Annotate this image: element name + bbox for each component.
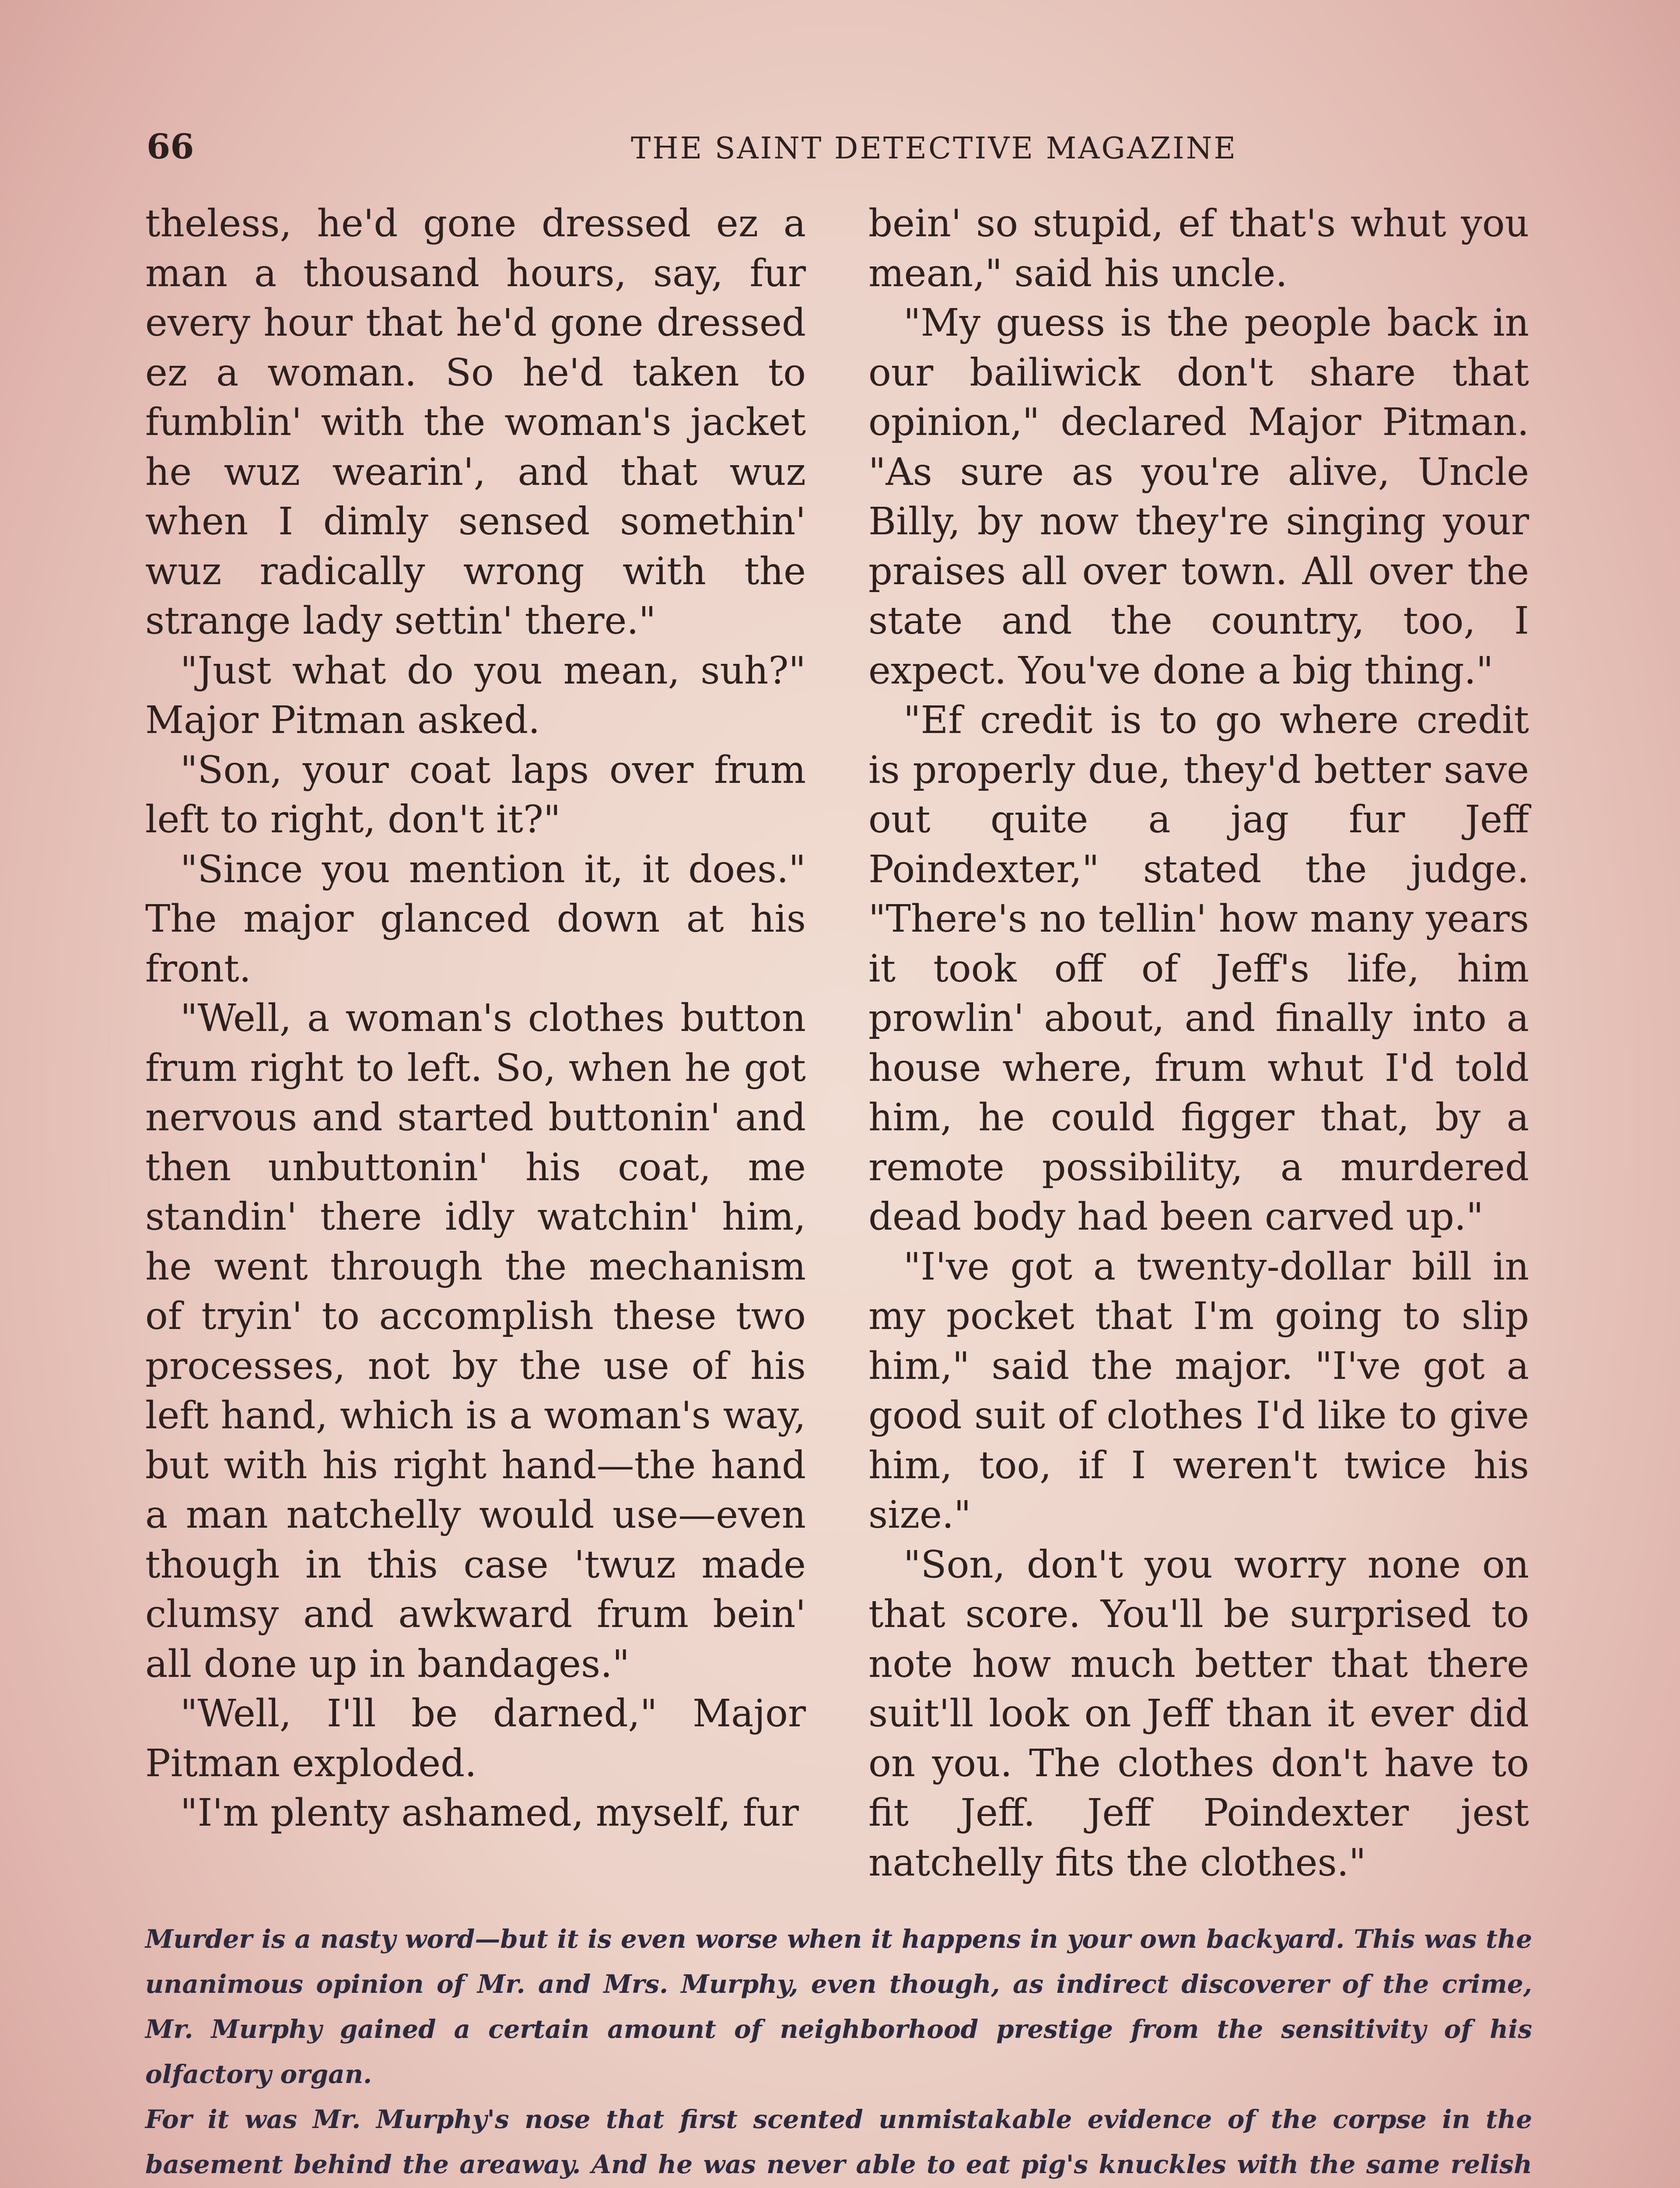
page-header bbox=[147, 127, 1547, 175]
teaser-paragraph: Murder is a nasty word—but it is even worse when it happens in your own backyard. This was the unanimous opinion of Mr. and Mrs. Murphy, even though, as indirect discoverer of the crime, Mr. Murphy gained a certain amount of neighborhood prestige from the sensitivity of his olfactory organ. bbox=[145, 1924, 1532, 2089]
paragraph: bein' so stupid, ef that's whut you mean," said his uncle. bbox=[868, 202, 1529, 295]
next-story-teaser bbox=[145, 1917, 1532, 2188]
paragraph: "Son, don't you worry none on that score. You'll be surprised to note how much better that there suit'll look on Jeff than it ever did on you. The clothes don't have to fit Jeff. Jeff Poindexter jest natchelly fits the clothes." bbox=[868, 1543, 1529, 1885]
left-column bbox=[145, 199, 806, 1838]
paragraph: "Well, I'll be darned," Major Pitman exploded. bbox=[145, 1692, 806, 1785]
paragraph: "Since you mention it, it does." The major glanced down at his front. bbox=[145, 847, 806, 991]
paragraph: "Son, your coat laps over frum left to right, don't it?" bbox=[145, 748, 806, 842]
paragraph: "I'm plenty ashamed, myself, fur bbox=[180, 1791, 799, 1835]
paragraph: theless, he'd gone dressed ez a man a thousand hours, say, fur every hour that he'd gone dressed ez a woman. So he'd taken to fumblin' with the woman's jacket he wuz wearin', and that wuz when I dimly sensed somethin' wuz radically wrong with the strange lady settin' there." bbox=[145, 202, 806, 643]
paragraph: "Well, a woman's clothes button frum right to left. So, when he got nervous and started buttonin' and then unbuttonin' his coat, me standin' there idly watchin' him, he went through the mechanism of tryin' to accomplish these two processes, not by the use of his left hand, which is a woman's way, but with his right hand—the hand a man natchelly would use—even though in this case 'twuz made clumsy and awkward frum bein' all done up in bandages." bbox=[145, 996, 806, 1686]
teaser-paragraph: For it was Mr. Murphy's nose that first scented unmistakable evidence of the corpse in the basement behind the areaway. And he was never able to eat pig's knuckles with the same relish bbox=[145, 2104, 1532, 2179]
page-number: 66 bbox=[147, 127, 194, 167]
paragraph: "Just what do you mean, suh?" Major Pitman asked. bbox=[145, 649, 806, 742]
paragraph: "I've got a twenty-dollar bill in my pocket that I'm going to slip him," said the major. "I've got a good suit of clothes I'd like to give him, too, if I weren't twice his size." bbox=[868, 1245, 1529, 1537]
paragraph: "My guess is the people back in our bailiwick don't share that opinion," declared Major Pitman. "As sure as you're alive, Uncle Billy, by now they're singing your praises all over town. All over the state and the country, too, I expect. You've done a big thing." bbox=[868, 301, 1529, 693]
right-column bbox=[868, 199, 1529, 1888]
paragraph: "Ef credit is to go where credit is properly due, they'd better save out quite a jag fur Jeff Poindexter," stated the judge. "There's no tellin' how many years it took off of Jeff's life, him prowlin' about, and finally into a house where, frum whut I'd told him, he could figger that, by a remote possibility, a murdered dead body had been carved up." bbox=[868, 698, 1529, 1239]
magazine-title: THE SAINT DETECTIVE MAGAZINE bbox=[630, 131, 1238, 166]
